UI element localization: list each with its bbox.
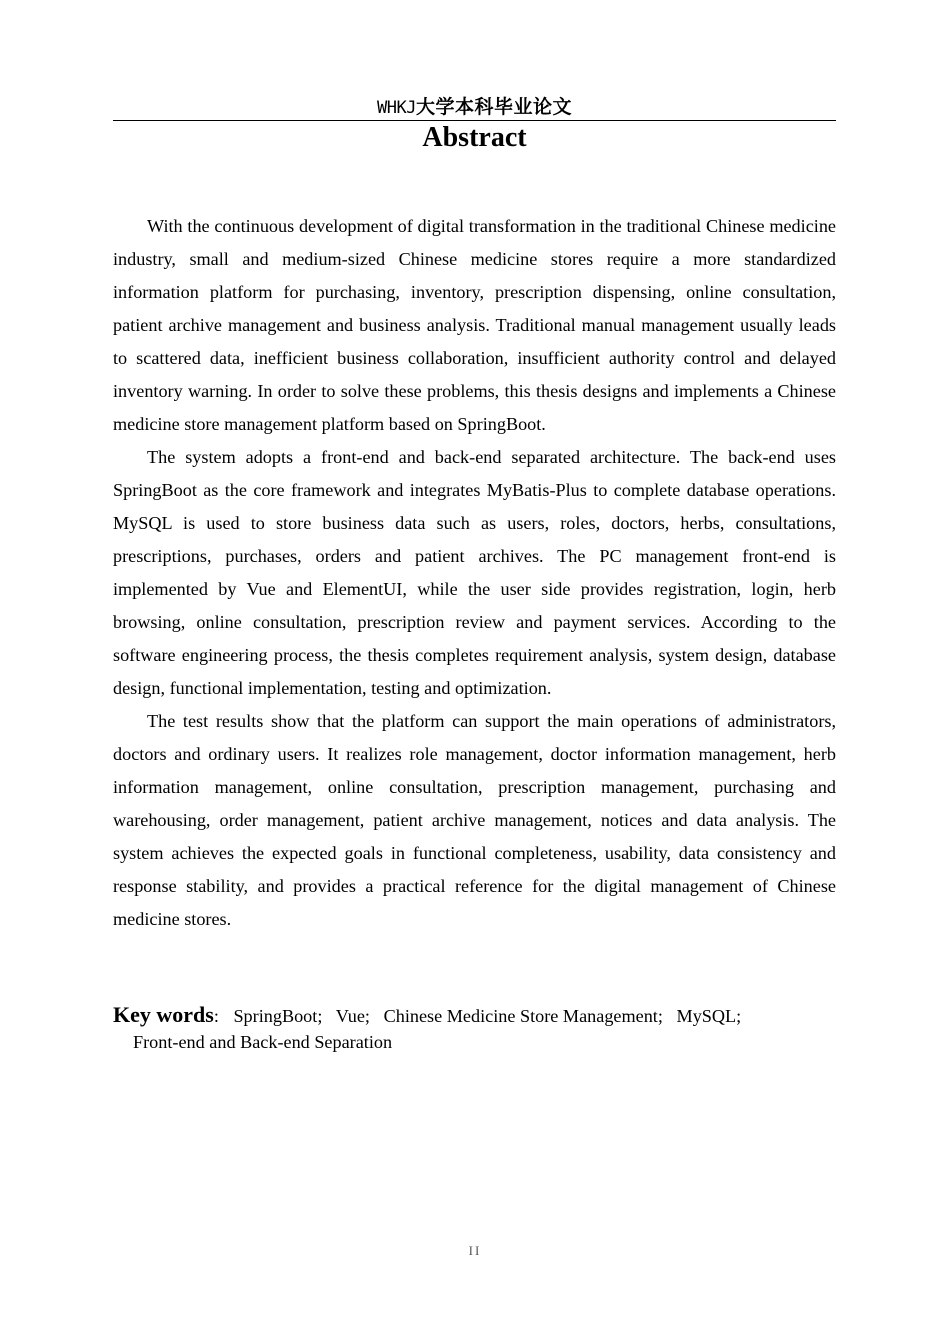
keyword-item: MySQL;: [676, 1006, 742, 1026]
keyword-item: Chinese Medicine Store Management;: [383, 1006, 663, 1026]
abstract-title: Abstract: [422, 122, 527, 153]
keywords-section: [113, 1002, 836, 1055]
abstract-body: [113, 210, 836, 936]
header-thesis-label: 大学本科毕业论文: [415, 96, 572, 118]
keyword-item: SpringBoot;: [233, 1006, 323, 1026]
abstract-paragraph-2: The system adopts a front-end and back-end separated architecture. The back-end uses SpringBoot as the core framework and integrates MyBatis-Plus to complete database operations. MySQL is used to store business data such as users, roles, doctors, herbs, consultations, prescriptions, purchases, orders and patient archives. The PC management front-end is implemented by Vue and ElementUI, while the user side provides registration, login, herb browsing, online consultation, prescription review and payment services. According to the software engineering process, the thesis completes requirement analysis, system design, database design, functional implementation, testing and optimization.: [113, 447, 836, 698]
abstract-paragraph-3: The test results show that the platform can support the main operations of administrators, doctors and ordinary users. It realizes role management, doctor information management, herb information management, online consultation, prescription management, purchasing and warehousing, order management, patient archive management, notices and data analysis. The system achieves the expected goals in functional completeness, usability, data consistency and response stability, and provides a practical reference for the digital management of Chinese medicine stores.: [113, 711, 836, 929]
keyword-item: Vue;: [335, 1006, 370, 1026]
abstract-paragraph-1: With the continuous development of digital transformation in the traditional Chinese medicine industry, small and medium-sized Chinese medicine stores require a more standardized information platform for purchasing, inventory, prescription dispensing, online consultation, patient archive management and business analysis. Traditional manual management usually leads to scattered data, inefficient business collaboration, insufficient authority control and delayed inventory warning. In order to solve these problems, this thesis designs and implements a Chinese medicine store management platform based on SpringBoot.: [113, 216, 836, 434]
header-university-code: WHKJ: [377, 98, 416, 118]
running-header: [113, 94, 836, 121]
page-number: II: [468, 1243, 482, 1258]
keywords-colon: :: [213, 1006, 219, 1026]
keywords-label: Key words: [113, 1002, 214, 1027]
keyword-item: Front-end and Back-end Separation: [133, 1032, 393, 1052]
